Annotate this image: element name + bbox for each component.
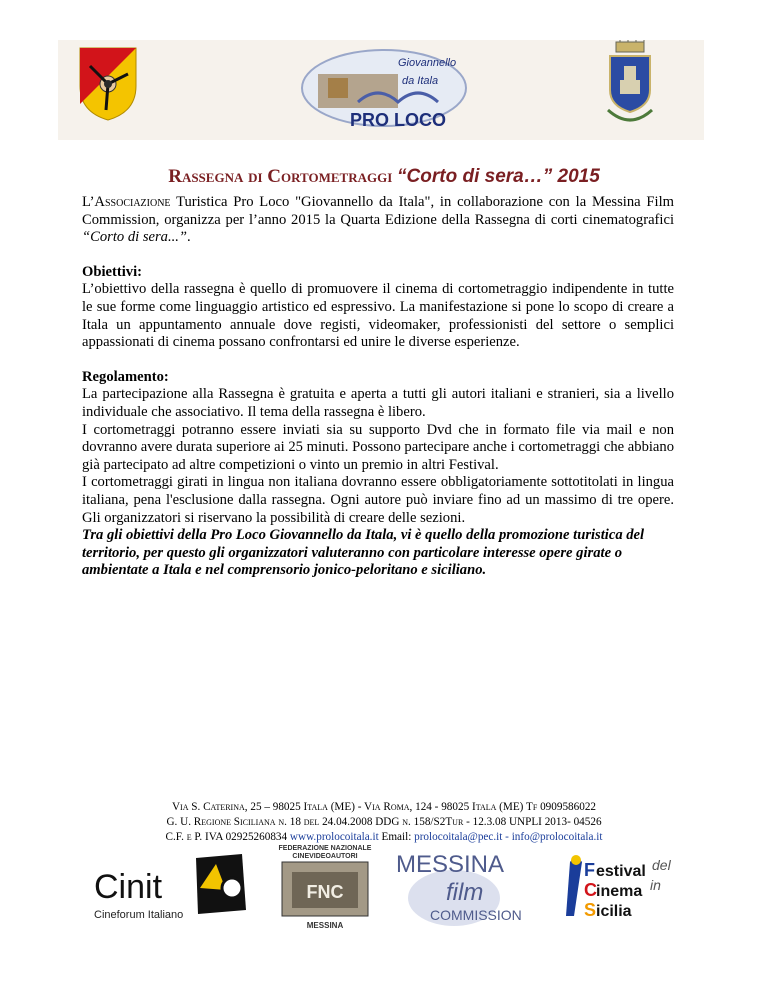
messina-line1: MESSINA	[396, 851, 505, 878]
title-part1: Rassegna di Cortometraggi	[168, 166, 393, 187]
fnc-top2: CINEVIDEOAUTORI	[292, 853, 358, 860]
cinit-name: Cinit	[94, 868, 163, 906]
proloco-line2: da Itala	[402, 75, 439, 87]
footer-address: Via S. Caterina, 25 – 98025 Itala (ME) - Via Roma, 124 - 98025 Itala (ME) Tf 0909586022	[171, 801, 597, 813]
festival-in: in	[650, 877, 661, 893]
obiettivi-text: L’obiettivo della rassegna è quello di promuovere il cinema di cortometraggio indipendente in tutte le sue forme come linguaggio artistico ed espressivo. La manifestazione si pone lo scopo di creare a Itala un appuntamento annuale dove registi, videomaker, professionisti del settore o semplici appassionati di cinema possano confrontarsi ed unire le diverse esperienze.	[82, 281, 674, 351]
regolamento-p2: I cortometraggi potranno essere inviati sia su supporto Dvd che in formato file via mail e non dovranno avere durata superiore ai 25 minuti. Possono partecipare anche i cortometraggi che abbiano già partecipato ad altre competizioni o vinto un premio in altri Festival.	[82, 421, 674, 473]
intro-prefix: L’Associazione	[82, 194, 171, 210]
intro-text: Turistica Pro Loco "Giovannello da Itala", in collaborazione con la Messina Film Commission, organizza per l’anno 2015 la Quarta Edizione della Rassegna di corti cinematografici	[82, 194, 674, 228]
proloco-logo	[298, 46, 470, 136]
cinit-sub: Cineforum Italiano	[94, 909, 184, 921]
regolamento-p1: La partecipazione alla Rassegna è gratuita e aperta a tutti gli autori italiani e stranieri, sia a livello individuale che associativo. Il tema della rassegna è libero.	[82, 386, 674, 420]
fnc-top1: FEDERAZIONE NAZIONALE	[278, 845, 372, 852]
title-part2: “Corto di sera…” 2015	[397, 166, 600, 187]
messina-line2: film	[446, 879, 484, 906]
festival-del: del	[652, 857, 671, 873]
proloco-brand: PRO LOCO	[350, 110, 447, 130]
regolamento-p3: I cortometraggi girati in lingua non italiana dovranno essere obbligatoriamente sottotitolati in lingua italiana, pena l'esclusione dalla rassegna. Ogni autore può inviare fino ad un massimo di tre opere. Gli organizzatori si riservano la possibilità di creare delle sezioni.	[82, 474, 674, 526]
festival-inema: inema	[596, 883, 643, 900]
messina-line3: COMMISSION	[430, 907, 522, 923]
fnc-logo	[278, 842, 372, 930]
festival-icilia: icilia	[596, 903, 632, 920]
festival-s: S	[584, 900, 597, 920]
messina-film-commission-logo	[390, 848, 540, 932]
festival-f: F	[584, 860, 595, 880]
sicily-region-logo	[76, 44, 140, 122]
fnc-mark: FNC	[306, 882, 344, 902]
page-title	[0, 166, 768, 188]
regolamento-emphasis: Tra gli obiettivi della Pro Loco Giovannello da Itala, vi è quello della promozione turistica del territorio, per questo gli organizzatori valuteranno con particolare interesse opere girate o ambientate a Itala e nel comprensorio jonico-peloritano e siciliano.	[82, 527, 645, 579]
festival-c: C	[584, 880, 597, 900]
footer-vat: C.F. e P. IVA 02925260834	[165, 831, 290, 843]
email-label: Email:	[378, 831, 415, 843]
obiettivi-label: Obiettivi:	[82, 263, 142, 280]
intro-paragraph	[82, 194, 674, 247]
website-link[interactable]: www.prolocoitala.it	[289, 831, 379, 843]
footer-contacts	[0, 830, 768, 845]
document-body	[82, 194, 674, 580]
regolamento-label: Regolamento:	[82, 368, 169, 385]
footer-registration: G. U. Regione Siciliana n. 18 del 24.04.2008 DDG n. 158/S2Tur - 12.3.08 UNPLI 2013- 04526	[166, 816, 602, 828]
email-link[interactable]: prolocoitala@pec.it - info@prolocoitala.it	[414, 831, 603, 843]
intro-end: .	[187, 229, 191, 246]
footer	[0, 800, 768, 845]
festival-estival: estival	[596, 863, 646, 880]
cinit-logo	[92, 848, 250, 924]
itala-coat-of-arms	[600, 40, 660, 132]
fnc-bottom: MESSINA	[306, 921, 344, 930]
festival-cinema-sicilia-logo	[562, 852, 682, 930]
proloco-line1: Giovannello	[398, 57, 457, 69]
intro-italic: “Corto di sera...”	[82, 229, 188, 246]
